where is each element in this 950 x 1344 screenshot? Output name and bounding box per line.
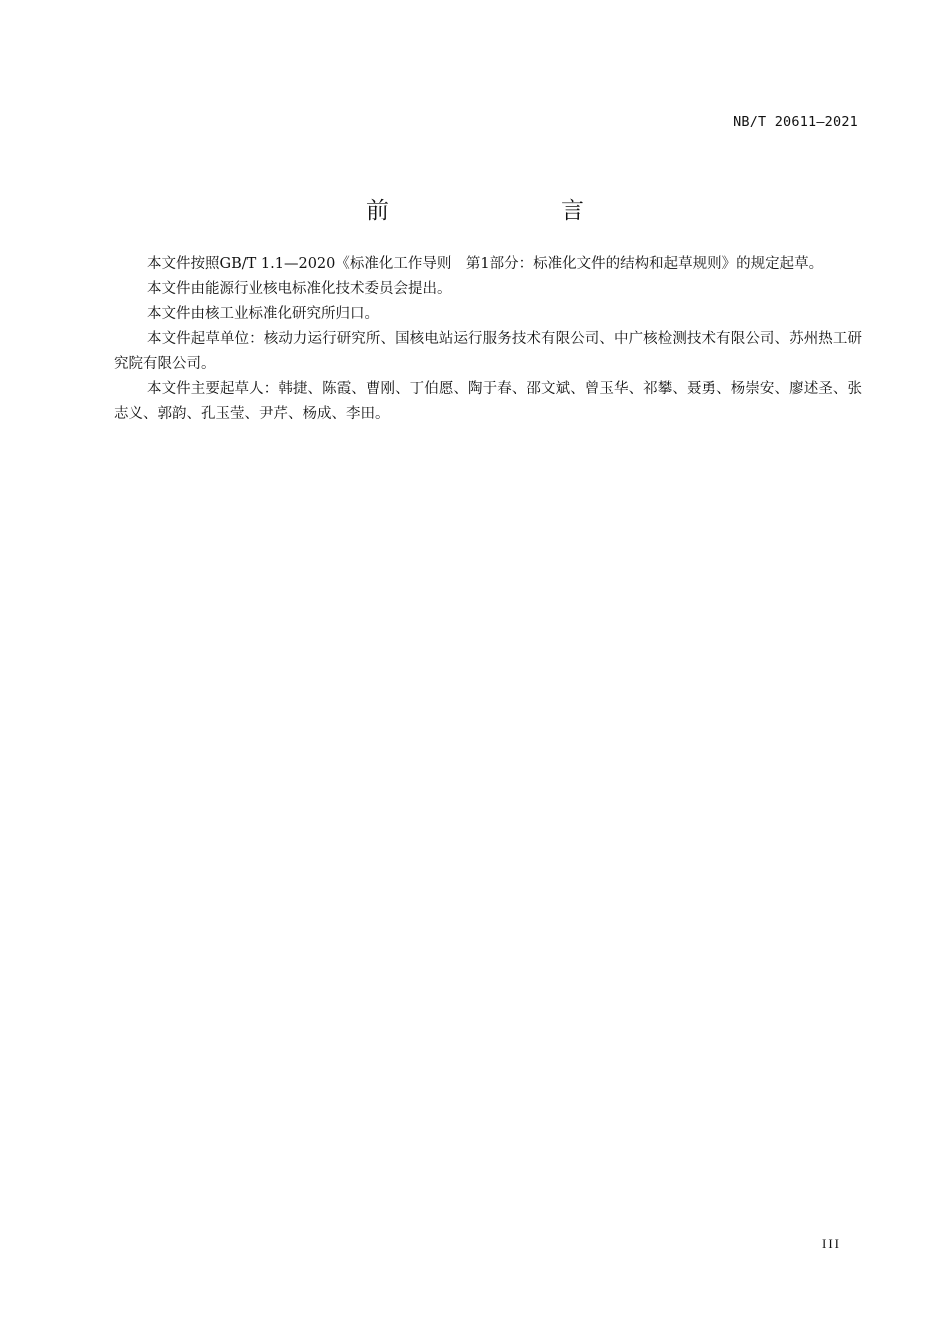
paragraph-drafting-rules: 本文件按照GB/T 1.1—2020《标准化工作导则 第1部分：标准化文件的结构和起草规则》的规定起草。 bbox=[147, 256, 824, 272]
page-number: III bbox=[822, 1236, 841, 1251]
document-code: NB/T 20611—2021 bbox=[733, 114, 858, 130]
paragraph-centralized-unit: 本文件由核工业标准化研究所归口。 bbox=[147, 306, 379, 322]
paragraph-drafters: 本文件主要起草人：韩捷、陈霞、曹刚、丁伯愿、陶于春、邵文斌、曾玉华、祁攀、聂勇、杨崇安、廖述圣、张志义、郭韵、孔玉莹、尹芹、杨成、李田。 bbox=[114, 381, 862, 422]
foreword-body bbox=[114, 252, 862, 427]
paragraph-proposer: 本文件由能源行业核电标准化技术委员会提出。 bbox=[147, 281, 452, 297]
paragraph-drafting-organizations: 本文件起草单位：核动力运行研究所、国核电站运行服务技术有限公司、中广核检测技术有限公司、苏州热工研究院有限公司。 bbox=[114, 331, 862, 372]
page-title: 前 言 bbox=[366, 198, 626, 224]
